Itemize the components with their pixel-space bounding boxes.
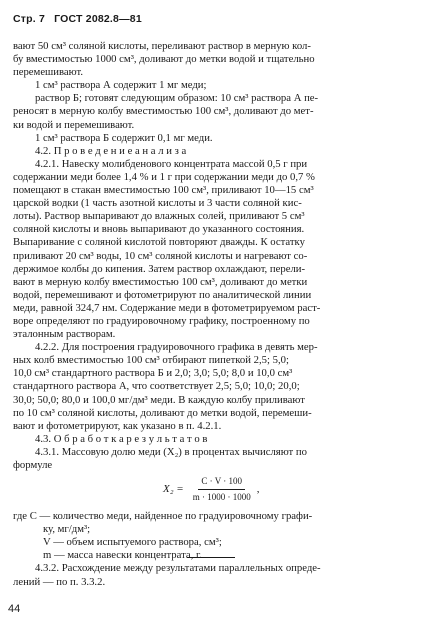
- formula: [163, 475, 259, 504]
- text-line: меди, равной 324,7 нм. Содержание меди в фотометрируемом раст-: [13, 301, 321, 314]
- document-body: [13, 40, 412, 589]
- text-line: формуле: [13, 459, 53, 471]
- formula-tail: ,: [256, 483, 260, 496]
- text-line: приливают 20 см³ воды, 10 см³ соляной кислоты и нагревают со-: [13, 249, 308, 262]
- text-line: 1 см³ раствора А содержит 1 мг меди;: [35, 79, 207, 92]
- text-line: по 10 см³ соляной кислоты, доливают до метки водой, перемеши-: [13, 406, 312, 419]
- section-heading: 4.3. О б р а б о т к а р е з у л ь т а т о в: [35, 432, 208, 445]
- text-line: перемешивают.: [13, 66, 84, 79]
- text-line: 1 см³ раствора Б содержит 0,1 мг меди.: [35, 131, 213, 144]
- text-line: V — объем испытуемого раствора, см³;: [43, 536, 222, 549]
- formula-numerator: C · V · 100: [198, 475, 245, 490]
- text-line: царской водки (1 часть азотной кислоты и 3 части соляной кис-: [13, 197, 302, 210]
- text-line: стандартного раствора А, что соответствует 2,5; 5,0; 10,0; 20,0;: [13, 380, 300, 393]
- text-line: 4.2.1. Навеску молибденового концентрата массой 0,5 г при: [35, 157, 308, 170]
- formula-lhs: X₂ =: [163, 483, 184, 496]
- text-line: Выпаривание с соляной кислотой повторяют дважды. К остатку: [13, 236, 305, 249]
- text-line: соляной кислоты и вновь выпаривают до указанного состояния.: [13, 223, 305, 236]
- text-line: помещают в стакан вместимостью 100 см³, приливают 10—15 см³: [13, 184, 314, 197]
- text-line: 4.2.2. Для построения градуировочного графика в девять мер-: [35, 341, 318, 354]
- page-header: [13, 13, 148, 25]
- text-line: лений — по п. 3.3.2.: [13, 575, 106, 588]
- text-line: эталонным растворам.: [13, 328, 116, 341]
- page-label: Стр. 7: [13, 13, 46, 25]
- text-line: бу вместимостью 1000 см³, доливают до метки водой и тщательно: [13, 53, 315, 66]
- text-line: 30,0; 50,0; 80,0 и 100,0 мг/дм³ меди. В каждую колбу приливают: [13, 393, 305, 406]
- text-line: лоты). Раствор выпаривают до влажных солей, приливают 5 см³: [13, 210, 305, 223]
- text-line: раствор Б; готовят следующим образом: 10 см³ раствора А пе-: [35, 92, 319, 105]
- text-line: вают в мерную колбу вместимостью 100 см³, доливают до метки: [13, 275, 308, 288]
- text-line: водой, перемешивают и фотометрируют по аналитической линии: [13, 288, 312, 301]
- section-heading: 4.2. П р о в е д е н и е а н а л и з а: [35, 144, 187, 157]
- text-line: вают 50 см³ соляной кислоты, переливают раствор в мерную кол-: [13, 40, 311, 52]
- text-line: содержании меди более 1,4 % и 1 г при содержании меди до 0,7 %: [13, 170, 315, 183]
- text-line: 4.3.2. Расхождение между результатами параллельных опреде-: [35, 562, 321, 575]
- standard-code: ГОСТ 2082.8—81: [54, 13, 142, 25]
- text-line: m — масса навески концентрата, г.: [43, 549, 202, 562]
- text-line: где C — количество меди, найденное по градуировочному графи-: [13, 510, 313, 523]
- text-line: держимое колбы до кипения. Затем раствор охлаждают, перели-: [13, 262, 306, 275]
- text-line: реносят в мерную колбу вместимостью 100 см³, доливают до мет-: [13, 105, 314, 118]
- text-line: ки водой и перемешивают.: [13, 118, 135, 131]
- footer-divider: [187, 557, 235, 558]
- text-line: ных колб вместимостью 100 см³ отбирают пипеткой 2,5; 5,0;: [13, 354, 289, 367]
- text-line: вают и фотометрируют, как указано в п. 4.2.1.: [13, 419, 222, 432]
- text-line: 4.3.1. Массовую долю меди (X₂) в процентах вычисляют по: [35, 445, 307, 458]
- text-line: воре определяют по градуировочному графику, построенному по: [13, 314, 310, 327]
- formula-fraction: [190, 475, 254, 504]
- formula-block: [13, 474, 412, 508]
- text-line: ку, мг/дм³;: [43, 523, 91, 536]
- page-number: 44: [8, 603, 21, 615]
- formula-denominator: m · 1000 · 1000: [192, 492, 251, 503]
- text-line: 10,0 см³ стандартного раствора Б и 2,0; 3,0; 5,0; 8,0 и 10,0 см³: [13, 367, 293, 380]
